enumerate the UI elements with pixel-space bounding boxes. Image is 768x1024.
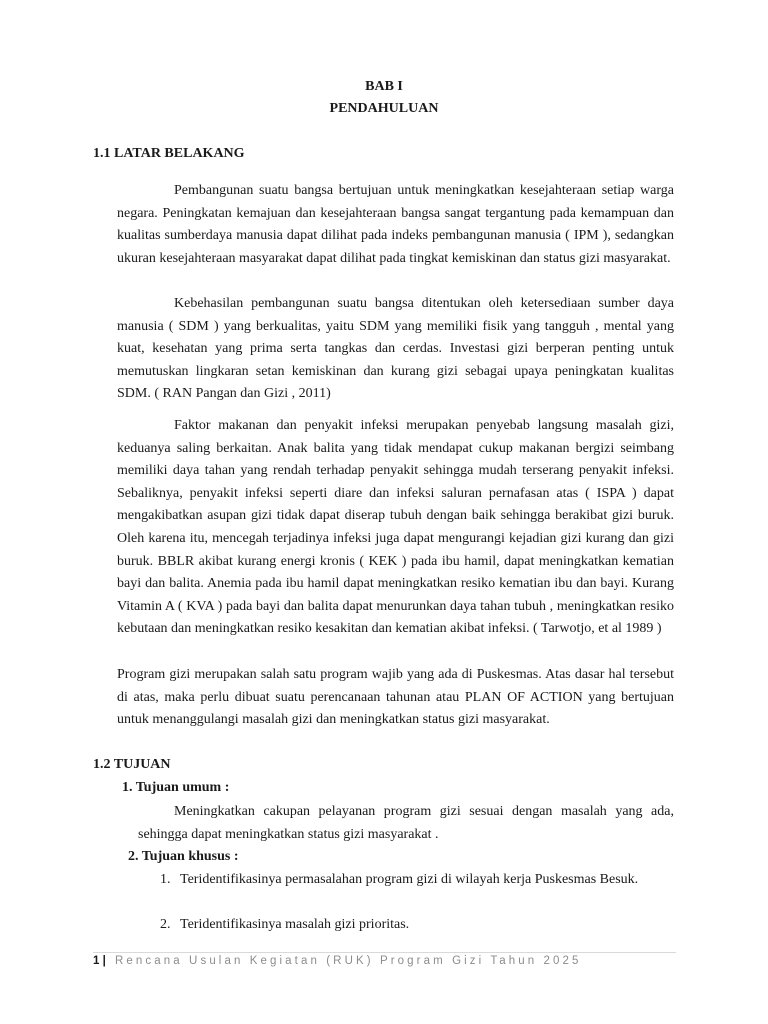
page-footer: [93, 955, 581, 967]
list-item-text: Teridentifikasinya permasalahan program gizi di wilayah kerja Puskesmas Besuk.: [180, 872, 639, 887]
list-item-number: 2.: [160, 917, 171, 932]
list-item-number: 1.: [160, 872, 171, 887]
footer-title: Rencana Usulan Kegiatan (RUK) Program Gizi Tahun 2025: [115, 955, 582, 967]
chapter-title: PENDAHULUAN: [329, 101, 439, 116]
paragraph-3: Faktor makanan dan penyakit infeksi merupakan penyebab langsung masalah gizi, keduanya saling berkaitan. Anak balita yang tidak mendapat cukup makanan bergizi seimbang memiliki daya tahan yang rendah terhadap penyakit sehingga mudah terserang penyakit infeksi. Sebaliknya, penyakit infeksi seperti diare dan infeksi saluran pernafasan atas ( ISPA ) dapat mengakibatkan asupan gizi tidak dapat diserap tubuh dengan baik sehingga berakibat gizi buruk. Oleh karena itu, mencegah terjadinya infeksi juga dapat mengurangi kejadian gizi kurang dan gizi buruk. BBLR akibat kurang energi kronis ( KEK ) pada ibu hamil, dapat meningkatkan kematian bayi dan balita. Anemia pada ibu hamil dapat meningkatkan resiko kematian ibu dan bayi. Kurang Vitamin A ( KVA ) pada bayi dan balita dapat menurunkan daya tahan tubuh , meningkatkan resiko kebutaan dan meningkatkan resiko kesakitan dan kematian akibat infeksi. ( Tarwotjo, et al 1989 ): [117, 418, 674, 637]
paragraph-4: Program gizi merupakan salah satu program wajib yang ada di Puskesmas. Atas dasar hal tersebut di atas, maka perlu dibuat suatu perencanaan tahunan atau PLAN OF ACTION yang bertujuan untuk menanggulangi masalah gizi dan meningkatkan status gizi masyarakat.: [117, 667, 674, 728]
section-heading-tujuan: 1.2 TUJUAN: [93, 757, 171, 772]
paragraph-1: Pembangunan suatu bangsa bertujuan untuk meningkatkan kesejahteraan setiap warga negara. Peningkatan kemajuan dan kesejahteraan bangsa sangat tergantung pada kemampuan dan kualitas sumberdaya manusia dapat dilihat pada indeks pembangunan manusia ( IPM ), sedangkan ukuran kesejahteraan masyarakat dapat dilihat pada tingkat kemiskinan dan status gizi masyarakat.: [117, 183, 674, 266]
footer-separator: |: [102, 955, 106, 967]
chapter-number: BAB I: [365, 79, 403, 94]
list-item-text: Teridentifikasinya masalah gizi prioritas.: [180, 917, 410, 932]
specific-goal-label: 2. Tujuan khusus :: [128, 849, 239, 864]
paragraph-2: Kebehasilan pembangunan suatu bangsa ditentukan oleh ketersediaan sumber daya manusia ( SDM ) yang berkualitas, yaitu SDM yang memiliki fisik yang tangguh , mental yang kuat, kesehatan yang prima serta tangkas dan cerdas. Investasi gizi berperan penting untuk memutuskan lingkaran setan kemiskinan dan kurang gizi sebagai upaya peningkatan kualitas SDM. ( RAN Pangan dan Gizi , 2011): [117, 296, 674, 402]
general-goal-text: Meningkatkan cakupan pelayanan program gizi sesuai dengan masalah yang ada, sehingga dapat meningkatkan status gizi masyarakat .: [138, 804, 674, 842]
footer-divider: [93, 952, 676, 953]
section-heading-latar-belakang: 1.1 LATAR BELAKANG: [93, 146, 245, 161]
footer-page-number: 1: [93, 955, 100, 967]
general-goal-label: 1. Tujuan umum :: [122, 780, 230, 795]
list-item: [160, 869, 674, 892]
list-item: [160, 914, 674, 937]
